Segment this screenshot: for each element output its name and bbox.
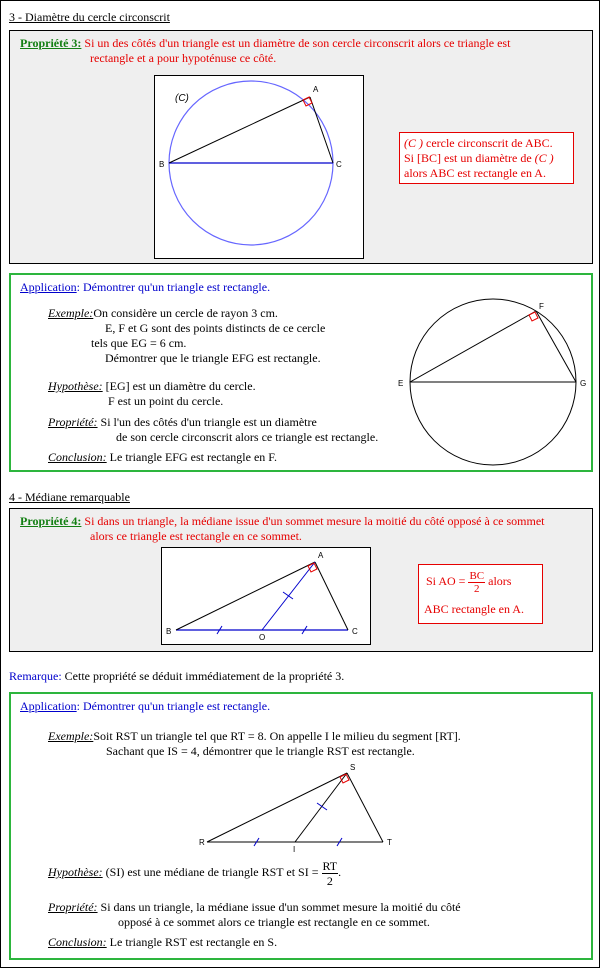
hypothese-text: (SI) est une médiane de triangle RST et SI = (102, 865, 322, 879)
fraction-denominator: 2 (326, 873, 333, 888)
label-s: S (350, 763, 356, 772)
summary-line-2: ABC rectangle en A. (424, 602, 524, 616)
exemple-line-2: Sachant que IS = 4, démontrer que le triangle RST est rectangle. (106, 744, 415, 758)
fraction-numerator: BC (469, 569, 485, 582)
property-3-text-2: rectangle et a pour hypoténuse ce côté. (90, 51, 277, 65)
propriete-line-2: opposé à ce sommet alors ce triangle est rectangle en ce sommet. (118, 915, 430, 929)
circumscribed-circle-figure (154, 75, 364, 259)
label-b: B (159, 160, 165, 169)
exemple-line-4: Démontrer que le triangle EFG est rectangle. (105, 351, 321, 365)
property-4-label: Propriété 4: (20, 514, 82, 528)
application-1-title: : Démontrer qu'un triangle est rectangle. (76, 280, 271, 294)
exemple-line-2: E, F et G sont des points distincts de ce cercle (105, 321, 326, 335)
hypothese-label: Hypothèse: (48, 865, 103, 879)
label-c: C (336, 160, 342, 169)
summary-line-2: Si [BC] est un diamètre de (404, 151, 535, 165)
label-i: I (293, 845, 296, 852)
label-e: E (398, 379, 404, 388)
side-ba (169, 97, 310, 163)
fraction-rt-over-2 (322, 858, 342, 888)
exemple-line-1: Soit RST un triangle tel que RT = 8. On appelle I le milieu du segment [RT]. (93, 729, 461, 743)
circle-diagram (155, 76, 363, 258)
rst-diagram (199, 760, 399, 852)
side-fg (536, 311, 576, 382)
label-o: O (259, 633, 266, 642)
tick-ao (283, 592, 293, 599)
side-ac (315, 562, 348, 630)
propriete-line-1: Si dans un triangle, la médiane issue d'un sommet mesure la moitié du côté (97, 900, 461, 914)
tick-si (317, 803, 327, 810)
side-st (347, 773, 383, 842)
property-3-box (9, 30, 593, 264)
section-4-title: 4 - Médiane remarquable (9, 490, 130, 504)
conclusion-text: Le triangle RST est rectangle en S. (106, 935, 278, 949)
property-3-text-1: Si un des côtés d'un triangle est un diamètre de son cercle circonscrit alors ce triangle est (84, 36, 511, 50)
side-ef (410, 311, 536, 382)
remarque-label: Remarque: (9, 669, 62, 683)
efg-circle-diagram (381, 297, 593, 467)
application-2-box (9, 692, 593, 960)
label-c: C (352, 627, 358, 636)
summary-c-label-2: (C ) (534, 151, 554, 165)
application-1-label: Application (20, 280, 77, 294)
median-figure (161, 547, 371, 645)
hypothese-line-1: [EG] est un diamètre du cercle. (102, 379, 256, 393)
fraction-denominator: 2 (474, 582, 480, 595)
exemple-label: Exemple: (48, 729, 94, 743)
label-a: A (318, 551, 324, 560)
property-4-text-2: alors ce triangle est rectangle en ce sommet. (90, 529, 302, 543)
propriete-label: Propriété: (48, 900, 98, 914)
label-t: T (387, 838, 392, 847)
median-si (295, 773, 347, 842)
conclusion-label: Conclusion: (48, 450, 107, 464)
label-r: R (199, 838, 205, 847)
hypothese-label: Hypothèse: (48, 379, 103, 393)
summary-si: Si AO = (426, 574, 469, 588)
summary-line-1: cercle circonscrit de ABC. (423, 136, 553, 150)
property-4-summary-box (418, 564, 543, 624)
application-2-label: Application (20, 699, 77, 713)
side-ba (176, 562, 315, 630)
side-ac (310, 97, 333, 163)
label-a: A (313, 85, 319, 94)
property-3-summary-box (399, 132, 574, 184)
hypothese-period: . (338, 865, 342, 879)
summary-c-label: (C ) (404, 136, 423, 150)
propriete-line-1: Si l'un des côtés d'un triangle est un diamètre (97, 415, 317, 429)
right-angle-mark-f (529, 312, 538, 321)
propriete-line-2: de son cercle circonscrit alors ce triangle est rectangle. (116, 430, 379, 444)
hypothese-line-2: F est un point du cercle. (108, 394, 224, 408)
label-c-circle: (C) (175, 93, 189, 104)
application-1-box (9, 273, 593, 472)
exemple-label: Exemple: (48, 306, 94, 320)
median-diagram (162, 548, 370, 644)
summary-alors: alors (485, 574, 512, 588)
property-4-box (9, 508, 593, 652)
label-b: B (166, 627, 172, 636)
application-2-title: : Démontrer qu'un triangle est rectangle. (76, 699, 271, 713)
summary-line-3: alors ABC est rectangle en A. (404, 166, 546, 180)
property-3-label: Propriété 3: (20, 36, 82, 50)
exemple-line-3: tels que EG = 6 cm. (91, 336, 187, 350)
property-4-text-1: Si dans un triangle, la médiane issue d'un sommet mesure la moitié du côté opposé à ce sommet (84, 514, 545, 528)
conclusion-label: Conclusion: (48, 935, 107, 949)
side-rs (207, 773, 347, 842)
section-3-title: 3 - Diamètre du cercle circonscrit (9, 10, 170, 24)
conclusion-text: Le triangle EFG est rectangle en F. (106, 450, 277, 464)
remarque-text: Cette propriété se déduit immédiatement de la propriété 3. (61, 669, 345, 683)
exemple-line-1: On considère un cercle de rayon 3 cm. (93, 306, 278, 320)
fraction-numerator: RT (322, 858, 338, 873)
propriete-label: Propriété: (48, 415, 98, 429)
label-f: F (539, 302, 544, 311)
fraction-bc-over-2 (468, 570, 485, 595)
label-g: G (580, 379, 587, 388)
